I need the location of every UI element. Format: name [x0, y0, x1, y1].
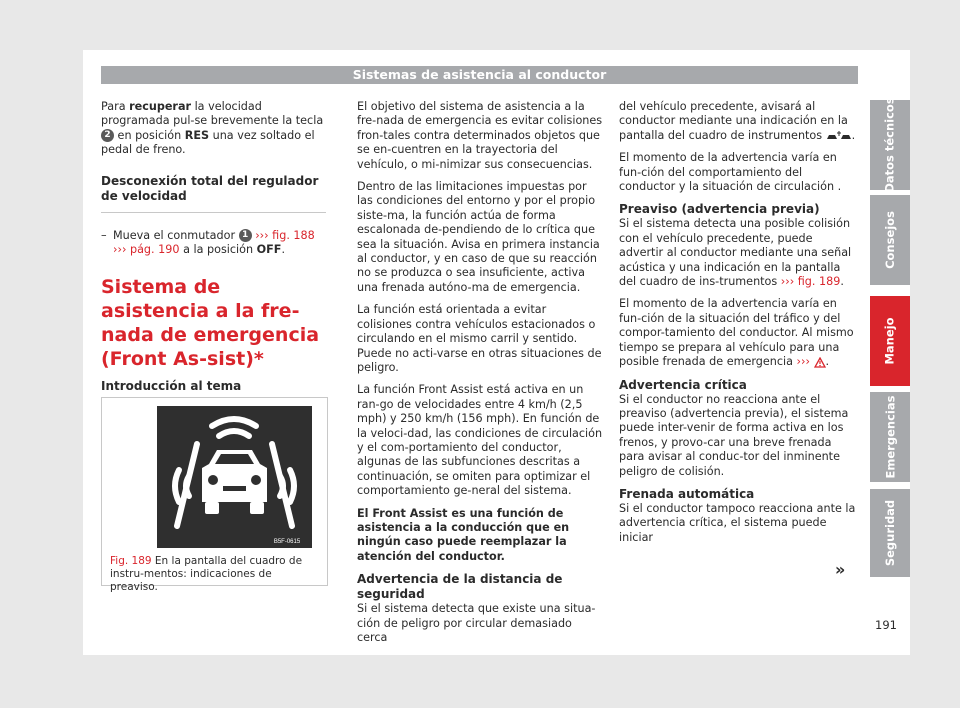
key-1-badge: 1: [239, 229, 252, 242]
paragraph-limitations: Dentro de las limitaciones impuestas por las condiciones del entorno y por el propio siste-ma, la función actúa de forma escalonada de-pendiendo de lo crítica que sea la situación. Avisa en primera instancia al conductor, y en caso de que su reacción no se produzca o sea insuficiente, activa una frenada autóno-ma de emergencia.: [357, 180, 600, 294]
divider: [101, 212, 326, 213]
paragraph-timing-1: El momento de la advertencia varía en fun-ción del comportamiento del conductor y la situación de circulación .: [619, 151, 842, 194]
instruction-item: – Mueva el conmutador 1 ››› fig. 188 ››› pág. 190 a la posición OFF.: [101, 229, 326, 258]
page-190-link[interactable]: ››› pág. 190: [113, 243, 180, 257]
tab-datos-tecnicos[interactable]: Datos técnicos: [870, 100, 910, 190]
chapter-tabs: [870, 97, 910, 577]
paragraph-frenada: Si el conductor tampoco reacciona ante la advertencia crítica, el sistema puede iniciar: [619, 501, 856, 544]
tab-emergencias[interactable]: Emergencias: [870, 392, 910, 482]
distance-warning-icon: [826, 130, 852, 141]
paragraph-distance-warning: Si el sistema detecta que existe una situa-ción de peligro por circular demasiado cerca: [357, 602, 596, 644]
page-header: Sistemas de asistencia al conductor: [101, 66, 858, 84]
front-assist-warning-icon: [157, 406, 312, 548]
figure-code: B5F-0615: [273, 539, 301, 545]
tab-seguridad[interactable]: Seguridad: [870, 489, 910, 577]
continue-mark: »: [835, 560, 846, 579]
paragraph-distance-cont: del vehículo precedente, avisará al conductor mediante una indicación en la pantalla del cuadro de instrumentos .: [619, 100, 856, 142]
column-1: [101, 100, 326, 402]
paragraph-resume-speed: Para recuperar la velocidad programada pul-se brevemente la tecla 2 en posición RES una vez soltado el pedal de freno.: [101, 100, 324, 157]
tab-consejos[interactable]: Consejos: [870, 195, 910, 285]
paragraph-critica: Si el conductor no reacciona ante el preaviso (advertencia previa), el sistema puede inter-venir de forma activa en los frenos, y provo-car una breve frenada para avisar al conduc-tor del inminente peligro de colisión.: [619, 392, 849, 478]
subheading-deactivation: Desconexión total del regulador de velocidad: [101, 173, 319, 203]
intro-title: Introducción al tema: [101, 379, 242, 394]
fig-188-link[interactable]: ››› fig. 188: [255, 228, 315, 242]
page-number: 191: [875, 618, 897, 632]
subheading-frenada: Frenada automática: [619, 486, 755, 501]
warning-link[interactable]: ›››: [796, 355, 810, 369]
column-2: [357, 100, 604, 653]
column-3: [619, 100, 859, 553]
paragraph-note: El Front Assist es una función de asistencia a la conducción que en ningún caso puede reemplazar la atención del conductor.: [357, 506, 570, 563]
paragraph-preaviso: Si el sistema detecta una posible colisión con el vehículo precedente, puede advertir al conductor mediante una señal acústica y una indicación en la pantalla del cuadro de ins-trumentos ››› fig. 189.: [619, 217, 852, 289]
figure-189: [101, 397, 328, 593]
section-title: Sistema de asistencia a la fre-nada de emergencia (Front As-sist)*: [101, 276, 320, 371]
paragraph-objective: El objetivo del sistema de asistencia a la fre-nada de emergencia es evitar colisiones fron-tales contra determinados objetos que se en-cuentren en la trayectoria del vehículo, o mi-nimizar sus consecuencias.: [357, 100, 603, 171]
subheading-distance-warning: Advertencia de la distancia de seguridad: [357, 572, 563, 602]
paragraph-timing-2: El momento de la advertencia varía en fun-ción de la situación del tráfico y del compor-tamiento del conductor. Al mismo tiempo se prepara al vehículo para una posible frenada de emergencia ››› .: [619, 297, 854, 369]
figure-caption: Fig. 189 En la pantalla del cuadro de instru-mentos: indicaciones de preaviso.: [110, 555, 303, 593]
key-2-badge: 2: [101, 129, 114, 142]
warning-triangle-icon: [814, 357, 826, 368]
subheading-preaviso: Preaviso (advertencia previa): [619, 202, 820, 217]
tab-manejo[interactable]: Manejo: [870, 296, 910, 386]
paragraph-orientation: La función está orientada a evitar colisiones contra vehículos estacionados o circulando en el mismo carril y sentido. Puede no acti-varse en otras situaciones de peligro.: [357, 303, 602, 374]
paragraph-speed-range: La función Front Assist está activa en un ran-go de velocidades entre 4 km/h (2,5 mph) y 250 km/h (156 mph). En función de la veloci-dad, las condiciones de circulación y el com-portamiento del conductor, algunas de las subfunciones descritas a continuación, se omiten para optimizar el comportamiento ge-neral del sistema.: [357, 383, 603, 498]
fig-189-link[interactable]: ››› fig. 189: [780, 275, 841, 289]
subheading-critica: Advertencia crítica: [619, 377, 747, 392]
